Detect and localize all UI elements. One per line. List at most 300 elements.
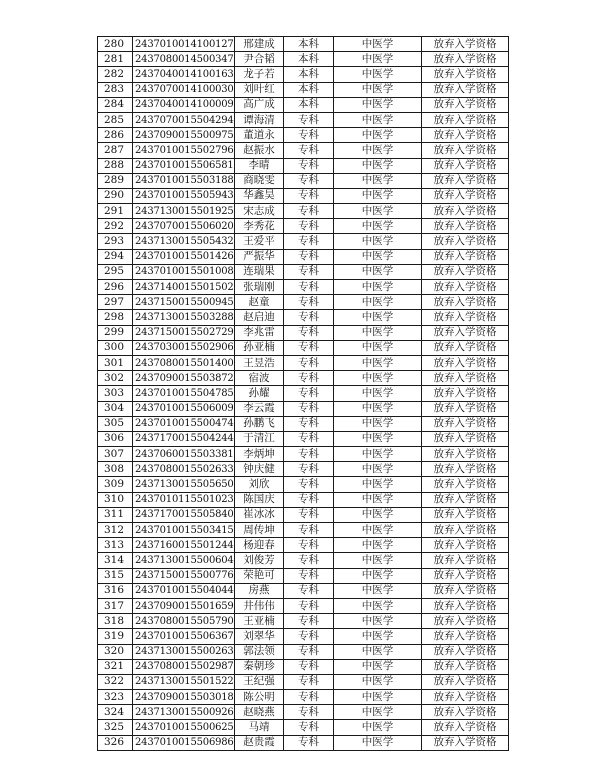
student-name-cell: 华鑫昊 <box>235 188 284 203</box>
student-id-cell: 2437040014100009 <box>133 97 235 112</box>
table-row <box>98 219 509 234</box>
student-id-cell: 2437130015505432 <box>133 234 235 249</box>
education-level-cell: 专科 <box>284 188 334 203</box>
table-row <box>98 97 509 112</box>
row-number-cell: 297 <box>98 295 133 310</box>
student-id-cell: 2437010014100127 <box>133 37 235 52</box>
row-number-cell: 316 <box>98 583 133 598</box>
education-level-cell: 专科 <box>284 568 334 583</box>
status-cell: 放弃入学资格 <box>422 614 509 629</box>
status-cell: 放弃入学资格 <box>422 128 509 143</box>
education-level-cell: 专科 <box>284 280 334 295</box>
status-cell: 放弃入学资格 <box>422 735 509 750</box>
table-row <box>98 538 509 553</box>
status-cell: 放弃入学资格 <box>422 112 509 127</box>
major-cell: 中医学 <box>334 128 422 143</box>
major-cell: 中医学 <box>334 52 422 67</box>
table-row <box>98 659 509 674</box>
education-level-cell: 专科 <box>284 583 334 598</box>
education-level-cell: 专科 <box>284 128 334 143</box>
student-id-cell: 2437010015506986 <box>133 735 235 750</box>
row-number-cell: 315 <box>98 568 133 583</box>
education-level-cell: 专科 <box>284 416 334 431</box>
education-level-cell: 专科 <box>284 735 334 750</box>
row-number-cell: 299 <box>98 325 133 340</box>
row-number-cell: 308 <box>98 462 133 477</box>
education-level-cell: 专科 <box>284 447 334 462</box>
status-cell: 放弃入学资格 <box>422 720 509 735</box>
education-level-cell: 专科 <box>284 143 334 158</box>
table-row <box>98 386 509 401</box>
education-level-cell: 专科 <box>284 538 334 553</box>
student-id-cell: 2437070014100030 <box>133 82 235 97</box>
row-number-cell: 301 <box>98 355 133 370</box>
student-id-cell: 2437130015503288 <box>133 310 235 325</box>
education-level-cell: 专科 <box>284 690 334 705</box>
table-row <box>98 462 509 477</box>
student-id-cell: 2437010015500625 <box>133 720 235 735</box>
row-number-cell: 289 <box>98 173 133 188</box>
student-id-cell: 2437010015501008 <box>133 264 235 279</box>
table-row <box>98 143 509 158</box>
major-cell: 中医学 <box>334 690 422 705</box>
major-cell: 中医学 <box>334 462 422 477</box>
status-cell: 放弃入学资格 <box>422 310 509 325</box>
education-level-cell: 专科 <box>284 158 334 173</box>
student-id-cell: 2437160015501244 <box>133 538 235 553</box>
major-cell: 中医学 <box>334 310 422 325</box>
major-cell: 中医学 <box>334 659 422 674</box>
student-id-cell: 2437170015505840 <box>133 507 235 522</box>
status-cell: 放弃入学资格 <box>422 690 509 705</box>
student-name-cell: 刘俊芳 <box>235 553 284 568</box>
table-row <box>98 431 509 446</box>
major-cell: 中医学 <box>334 705 422 720</box>
student-name-cell: 连瑞果 <box>235 264 284 279</box>
row-number-cell: 292 <box>98 219 133 234</box>
table-row <box>98 204 509 219</box>
education-level-cell: 专科 <box>284 249 334 264</box>
student-name-cell: 秦朝珍 <box>235 659 284 674</box>
major-cell: 中医学 <box>334 325 422 340</box>
major-cell: 中医学 <box>334 416 422 431</box>
table-body <box>98 37 509 751</box>
table-row <box>98 447 509 462</box>
major-cell: 中医学 <box>334 173 422 188</box>
education-level-cell: 专科 <box>284 705 334 720</box>
status-cell: 放弃入学资格 <box>422 492 509 507</box>
major-cell: 中医学 <box>334 583 422 598</box>
row-number-cell: 309 <box>98 477 133 492</box>
table-row <box>98 310 509 325</box>
row-number-cell: 304 <box>98 401 133 416</box>
major-cell: 中医学 <box>334 447 422 462</box>
row-number-cell: 310 <box>98 492 133 507</box>
student-id-cell: 2437010015503188 <box>133 173 235 188</box>
education-level-cell: 专科 <box>284 507 334 522</box>
major-cell: 中医学 <box>334 523 422 538</box>
table-row <box>98 371 509 386</box>
education-level-cell: 专科 <box>284 462 334 477</box>
education-level-cell: 专科 <box>284 659 334 674</box>
row-number-cell: 303 <box>98 386 133 401</box>
student-id-cell: 2437040014100163 <box>133 67 235 82</box>
education-level-cell: 专科 <box>284 629 334 644</box>
student-name-cell: 房燕 <box>235 583 284 598</box>
education-level-cell: 专科 <box>284 386 334 401</box>
education-level-cell: 专科 <box>284 401 334 416</box>
table-row <box>98 37 509 52</box>
education-level-cell: 专科 <box>284 720 334 735</box>
row-number-cell: 311 <box>98 507 133 522</box>
major-cell: 中医学 <box>334 143 422 158</box>
student-id-cell: 2437080014500347 <box>133 52 235 67</box>
student-name-cell: 陈国庆 <box>235 492 284 507</box>
table-row <box>98 234 509 249</box>
status-cell: 放弃入学资格 <box>422 659 509 674</box>
major-cell: 中医学 <box>334 82 422 97</box>
row-number-cell: 282 <box>98 67 133 82</box>
table-row <box>98 52 509 67</box>
student-name-cell: 李兆雷 <box>235 325 284 340</box>
status-cell: 放弃入学资格 <box>422 219 509 234</box>
table-row <box>98 477 509 492</box>
row-number-cell: 319 <box>98 629 133 644</box>
student-id-cell: 2437140015501502 <box>133 280 235 295</box>
status-cell: 放弃入学资格 <box>422 705 509 720</box>
status-cell: 放弃入学资格 <box>422 188 509 203</box>
education-level-cell: 专科 <box>284 112 334 127</box>
education-level-cell: 专科 <box>284 264 334 279</box>
major-cell: 中医学 <box>334 188 422 203</box>
table-row <box>98 280 509 295</box>
row-number-cell: 281 <box>98 52 133 67</box>
table-row <box>98 401 509 416</box>
education-level-cell: 专科 <box>284 598 334 613</box>
education-level-cell: 专科 <box>284 371 334 386</box>
status-cell: 放弃入学资格 <box>422 52 509 67</box>
student-id-cell: 2437010015506367 <box>133 629 235 644</box>
student-id-cell: 2437170015504244 <box>133 431 235 446</box>
student-name-cell: 张瑞刚 <box>235 280 284 295</box>
student-name-cell: 郭法领 <box>235 644 284 659</box>
major-cell: 中医学 <box>334 507 422 522</box>
student-name-cell: 李秀花 <box>235 219 284 234</box>
student-id-cell: 2437130015501925 <box>133 204 235 219</box>
student-name-cell: 刘叶红 <box>235 82 284 97</box>
table-row <box>98 340 509 355</box>
education-level-cell: 专科 <box>284 325 334 340</box>
row-number-cell: 300 <box>98 340 133 355</box>
student-name-cell: 王昱浩 <box>235 355 284 370</box>
student-name-cell: 高广成 <box>235 97 284 112</box>
table-row <box>98 325 509 340</box>
row-number-cell: 302 <box>98 371 133 386</box>
row-number-cell: 296 <box>98 280 133 295</box>
status-cell: 放弃入学资格 <box>422 37 509 52</box>
education-level-cell: 专科 <box>284 553 334 568</box>
table-row <box>98 355 509 370</box>
row-number-cell: 323 <box>98 690 133 705</box>
education-level-cell: 本科 <box>284 97 334 112</box>
student-name-cell: 赵振水 <box>235 143 284 158</box>
status-cell: 放弃入学资格 <box>422 462 509 477</box>
table-row <box>98 523 509 538</box>
row-number-cell: 286 <box>98 128 133 143</box>
row-number-cell: 280 <box>98 37 133 52</box>
major-cell: 中医学 <box>334 112 422 127</box>
row-number-cell: 283 <box>98 82 133 97</box>
student-id-cell: 2437130015501522 <box>133 674 235 689</box>
education-level-cell: 本科 <box>284 37 334 52</box>
student-id-cell: 2437010015505943 <box>133 188 235 203</box>
student-id-cell: 2437150015502729 <box>133 325 235 340</box>
student-id-cell: 2437080015505790 <box>133 614 235 629</box>
student-id-cell: 2437080015502633 <box>133 462 235 477</box>
row-number-cell: 317 <box>98 598 133 613</box>
major-cell: 中医学 <box>334 538 422 553</box>
student-name-cell: 李晴 <box>235 158 284 173</box>
student-name-cell: 王纪强 <box>235 674 284 689</box>
major-cell: 中医学 <box>334 234 422 249</box>
student-name-cell: 李炳坤 <box>235 447 284 462</box>
table-row <box>98 720 509 735</box>
status-cell: 放弃入学资格 <box>422 158 509 173</box>
status-cell: 放弃入学资格 <box>422 325 509 340</box>
student-id-cell: 2437080015502987 <box>133 659 235 674</box>
status-cell: 放弃入学资格 <box>422 355 509 370</box>
status-cell: 放弃入学资格 <box>422 553 509 568</box>
table-row <box>98 173 509 188</box>
major-cell: 中医学 <box>334 477 422 492</box>
table-row <box>98 629 509 644</box>
major-cell: 中医学 <box>334 492 422 507</box>
major-cell: 中医学 <box>334 598 422 613</box>
table-row <box>98 598 509 613</box>
student-name-cell: 赵童 <box>235 295 284 310</box>
student-name-cell: 邢建成 <box>235 37 284 52</box>
student-id-cell: 2437090015503018 <box>133 690 235 705</box>
table-row <box>98 690 509 705</box>
education-level-cell: 专科 <box>284 340 334 355</box>
row-number-cell: 305 <box>98 416 133 431</box>
major-cell: 中医学 <box>334 158 422 173</box>
table-row <box>98 568 509 583</box>
student-id-cell: 2437130015500604 <box>133 553 235 568</box>
major-cell: 中医学 <box>334 720 422 735</box>
table-row <box>98 553 509 568</box>
table-row <box>98 128 509 143</box>
student-id-cell: 2437010015501426 <box>133 249 235 264</box>
status-cell: 放弃入学资格 <box>422 371 509 386</box>
student-id-cell: 2437010015506581 <box>133 158 235 173</box>
status-cell: 放弃入学资格 <box>422 67 509 82</box>
status-cell: 放弃入学资格 <box>422 280 509 295</box>
student-id-cell: 2437150015500776 <box>133 568 235 583</box>
status-cell: 放弃入学资格 <box>422 629 509 644</box>
major-cell: 中医学 <box>334 401 422 416</box>
row-number-cell: 320 <box>98 644 133 659</box>
row-number-cell: 312 <box>98 523 133 538</box>
student-id-cell: 2437010115501023 <box>133 492 235 507</box>
row-number-cell: 322 <box>98 674 133 689</box>
education-level-cell: 本科 <box>284 82 334 97</box>
education-level-cell: 专科 <box>284 310 334 325</box>
major-cell: 中医学 <box>334 355 422 370</box>
education-level-cell: 专科 <box>284 477 334 492</box>
education-level-cell: 专科 <box>284 674 334 689</box>
table-row <box>98 614 509 629</box>
student-id-cell: 2437130015500263 <box>133 644 235 659</box>
student-name-cell: 尹合韬 <box>235 52 284 67</box>
student-name-cell: 崔冰冰 <box>235 507 284 522</box>
status-cell: 放弃入学资格 <box>422 538 509 553</box>
status-cell: 放弃入学资格 <box>422 386 509 401</box>
table-row <box>98 492 509 507</box>
education-level-cell: 专科 <box>284 219 334 234</box>
student-id-cell: 2437150015500945 <box>133 295 235 310</box>
education-level-cell: 专科 <box>284 355 334 370</box>
student-id-cell: 2437070015504294 <box>133 112 235 127</box>
status-cell: 放弃入学资格 <box>422 401 509 416</box>
status-cell: 放弃入学资格 <box>422 644 509 659</box>
education-level-cell: 专科 <box>284 234 334 249</box>
major-cell: 中医学 <box>334 295 422 310</box>
status-cell: 放弃入学资格 <box>422 249 509 264</box>
status-cell: 放弃入学资格 <box>422 97 509 112</box>
row-number-cell: 325 <box>98 720 133 735</box>
row-number-cell: 295 <box>98 264 133 279</box>
student-id-cell: 2437010015506009 <box>133 401 235 416</box>
status-cell: 放弃入学资格 <box>422 507 509 522</box>
student-id-cell: 2437010015504785 <box>133 386 235 401</box>
student-name-cell: 钟庆健 <box>235 462 284 477</box>
education-level-cell: 专科 <box>284 492 334 507</box>
student-name-cell: 荣艳可 <box>235 568 284 583</box>
student-name-cell: 龙子若 <box>235 67 284 82</box>
student-id-cell: 2437060015503381 <box>133 447 235 462</box>
status-cell: 放弃入学资格 <box>422 295 509 310</box>
student-id-cell: 2437090015500975 <box>133 128 235 143</box>
row-number-cell: 298 <box>98 310 133 325</box>
row-number-cell: 288 <box>98 158 133 173</box>
table-row <box>98 644 509 659</box>
status-cell: 放弃入学资格 <box>422 82 509 97</box>
major-cell: 中医学 <box>334 264 422 279</box>
row-number-cell: 284 <box>98 97 133 112</box>
table-row <box>98 295 509 310</box>
table-row <box>98 735 509 750</box>
student-id-cell: 2437080015501400 <box>133 355 235 370</box>
student-id-cell: 2437010015500474 <box>133 416 235 431</box>
major-cell: 中医学 <box>334 431 422 446</box>
status-cell: 放弃入学资格 <box>422 583 509 598</box>
enrollment-table <box>97 36 509 751</box>
status-cell: 放弃入学资格 <box>422 568 509 583</box>
status-cell: 放弃入学资格 <box>422 264 509 279</box>
student-name-cell: 董道永 <box>235 128 284 143</box>
student-name-cell: 孙耀 <box>235 386 284 401</box>
major-cell: 中医学 <box>334 386 422 401</box>
education-level-cell: 专科 <box>284 295 334 310</box>
major-cell: 中医学 <box>334 204 422 219</box>
student-name-cell: 于清江 <box>235 431 284 446</box>
status-cell: 放弃入学资格 <box>422 204 509 219</box>
student-name-cell: 王爱平 <box>235 234 284 249</box>
student-name-cell: 宿波 <box>235 371 284 386</box>
row-number-cell: 313 <box>98 538 133 553</box>
student-id-cell: 2437010015503415 <box>133 523 235 538</box>
row-number-cell: 326 <box>98 735 133 750</box>
student-name-cell: 赵启迪 <box>235 310 284 325</box>
major-cell: 中医学 <box>334 37 422 52</box>
student-name-cell: 孙鹏飞 <box>235 416 284 431</box>
status-cell: 放弃入学资格 <box>422 674 509 689</box>
status-cell: 放弃入学资格 <box>422 340 509 355</box>
status-cell: 放弃入学资格 <box>422 477 509 492</box>
major-cell: 中医学 <box>334 340 422 355</box>
table-row <box>98 507 509 522</box>
student-id-cell: 2437070015506020 <box>133 219 235 234</box>
education-level-cell: 专科 <box>284 204 334 219</box>
student-name-cell: 商晓雯 <box>235 173 284 188</box>
row-number-cell: 291 <box>98 204 133 219</box>
student-id-cell: 2437130015505650 <box>133 477 235 492</box>
student-name-cell: 周传坤 <box>235 523 284 538</box>
student-name-cell: 王亚楠 <box>235 614 284 629</box>
status-cell: 放弃入学资格 <box>422 598 509 613</box>
student-name-cell: 宋志成 <box>235 204 284 219</box>
row-number-cell: 314 <box>98 553 133 568</box>
table-row <box>98 264 509 279</box>
table-row <box>98 158 509 173</box>
major-cell: 中医学 <box>334 568 422 583</box>
student-id-cell: 2437010015502796 <box>133 143 235 158</box>
row-number-cell: 285 <box>98 112 133 127</box>
table-row <box>98 416 509 431</box>
row-number-cell: 294 <box>98 249 133 264</box>
status-cell: 放弃入学资格 <box>422 447 509 462</box>
status-cell: 放弃入学资格 <box>422 143 509 158</box>
education-level-cell: 专科 <box>284 644 334 659</box>
student-name-cell: 谭海清 <box>235 112 284 127</box>
student-id-cell: 2437130015500926 <box>133 705 235 720</box>
education-level-cell: 本科 <box>284 67 334 82</box>
student-name-cell: 严振华 <box>235 249 284 264</box>
row-number-cell: 287 <box>98 143 133 158</box>
education-level-cell: 专科 <box>284 173 334 188</box>
major-cell: 中医学 <box>334 67 422 82</box>
education-level-cell: 专科 <box>284 614 334 629</box>
row-number-cell: 324 <box>98 705 133 720</box>
status-cell: 放弃入学资格 <box>422 173 509 188</box>
student-name-cell: 杨迎春 <box>235 538 284 553</box>
table-row <box>98 583 509 598</box>
major-cell: 中医学 <box>334 553 422 568</box>
major-cell: 中医学 <box>334 674 422 689</box>
student-name-cell: 刘翠华 <box>235 629 284 644</box>
major-cell: 中医学 <box>334 614 422 629</box>
student-id-cell: 2437090015503872 <box>133 371 235 386</box>
student-name-cell: 马靖 <box>235 720 284 735</box>
status-cell: 放弃入学资格 <box>422 523 509 538</box>
status-cell: 放弃入学资格 <box>422 234 509 249</box>
student-id-cell: 2437090015501659 <box>133 598 235 613</box>
major-cell: 中医学 <box>334 97 422 112</box>
table-row <box>98 705 509 720</box>
table-row <box>98 188 509 203</box>
table-row <box>98 112 509 127</box>
